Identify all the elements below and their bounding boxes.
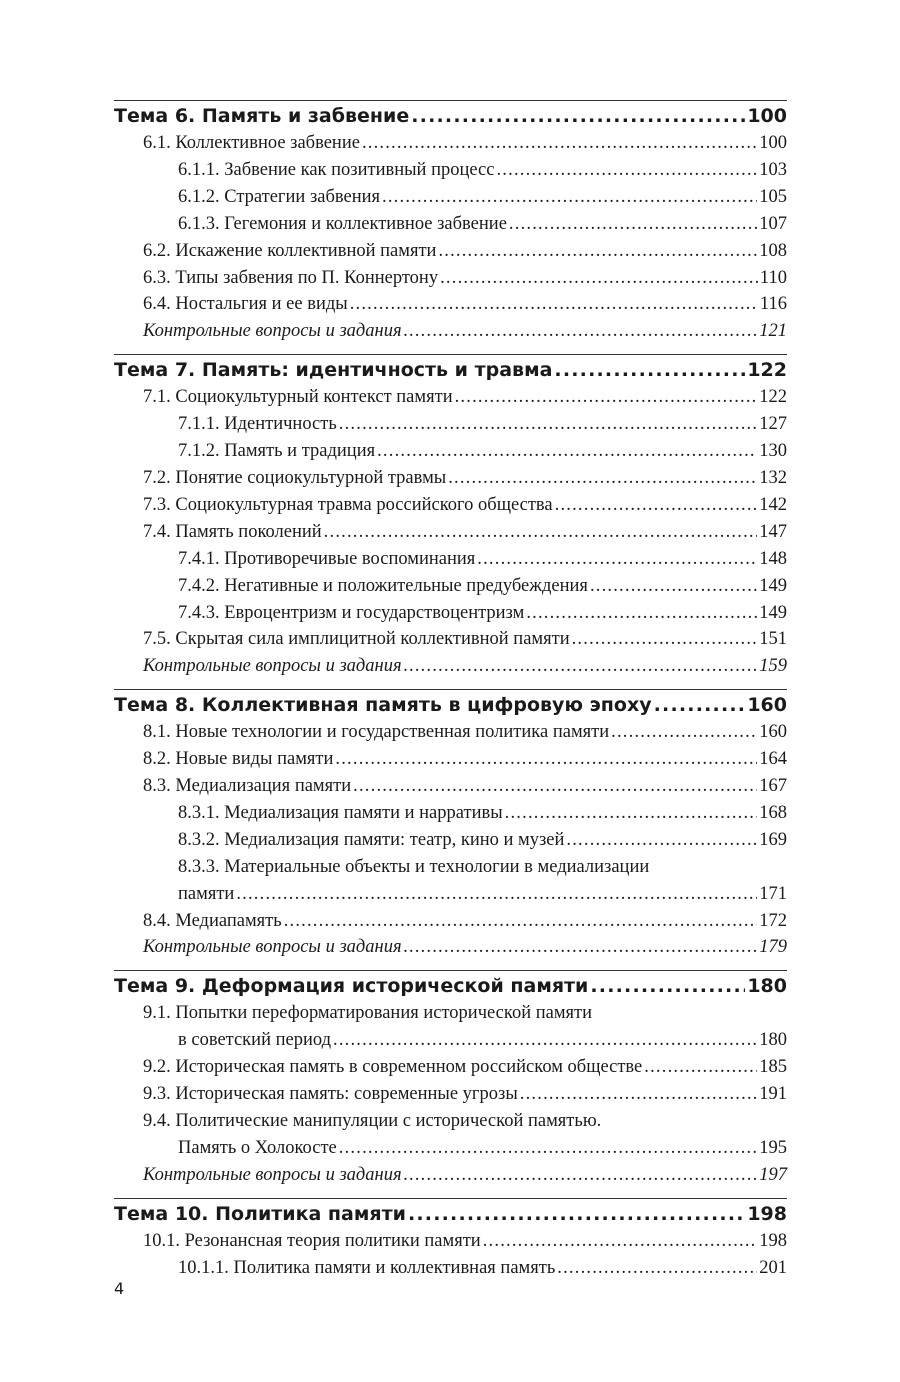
toc-entry-title: 8.4. Медиапамять xyxy=(143,910,282,931)
toc-entry[interactable] xyxy=(114,492,787,519)
toc-entry-title: 7.1.1. Идентичность xyxy=(178,414,337,435)
toc-entry-page: 116 xyxy=(759,294,787,315)
toc-entry-page: 127 xyxy=(759,414,787,435)
toc-entry-title: Тема 10. Политика памяти xyxy=(114,1202,406,1225)
toc-entry-title: 9.3. Историческая память: современные угрозы xyxy=(143,1084,518,1105)
toc-entry-page: 149 xyxy=(759,602,787,623)
toc-entry-page: 148 xyxy=(759,548,787,569)
dot-leader xyxy=(555,492,758,519)
dot-leader xyxy=(350,291,758,318)
toc-entry-page: 132 xyxy=(759,467,787,488)
toc-entry-page: 180 xyxy=(759,1030,787,1051)
toc-entry[interactable] xyxy=(178,881,787,908)
toc-entry-title: 8.3.3. Материальные объекты и технологии в медиализации xyxy=(178,856,650,877)
toc-entry-title: Память о Холокосте xyxy=(178,1137,337,1158)
toc-entry-title: Контрольные вопросы и задания xyxy=(143,1164,402,1185)
dot-leader xyxy=(404,1162,758,1189)
dot-leader xyxy=(335,746,757,773)
toc-entry-page: 107 xyxy=(759,213,787,234)
dot-leader xyxy=(236,881,757,908)
dot-leader xyxy=(408,1201,745,1228)
toc-entry-page: 191 xyxy=(759,1084,787,1105)
toc-entry-title: Тема 7. Память: идентичность и травма xyxy=(114,359,553,382)
toc-entry-title: Контрольные вопросы и задания xyxy=(143,321,402,342)
toc-entry-title: 8.3.1. Медиализация памяти и нарративы xyxy=(178,802,503,823)
dot-leader xyxy=(644,1054,757,1081)
toc-entry-page: 130 xyxy=(759,441,787,462)
toc-entry[interactable] xyxy=(114,438,787,465)
toc-entry-page: 198 xyxy=(747,1202,787,1225)
dot-leader xyxy=(477,546,757,573)
toc-entry-title: 9.4. Политические манипуляции с исторической памятью. xyxy=(143,1111,602,1131)
toc-entry-page: 180 xyxy=(747,975,787,998)
toc-entry[interactable] xyxy=(114,827,787,854)
toc-entry-title: 7.4.2. Негативные и положительные предубеждения xyxy=(178,575,588,596)
toc-entry[interactable] xyxy=(114,519,787,546)
toc-entry-wrapped[interactable] xyxy=(114,854,787,908)
toc-entry-wrapped[interactable] xyxy=(114,1000,787,1054)
dot-leader xyxy=(566,827,757,854)
toc-entry[interactable] xyxy=(114,238,787,265)
dot-leader xyxy=(284,908,758,935)
toc-entry[interactable] xyxy=(114,1054,787,1081)
toc-entry-page: 171 xyxy=(759,883,787,904)
toc-entry-title: Контрольные вопросы и задания xyxy=(143,656,402,677)
toc-entry-page: 201 xyxy=(759,1257,787,1278)
dot-leader xyxy=(572,626,758,653)
dot-leader xyxy=(362,130,757,157)
dot-leader xyxy=(339,1135,757,1162)
toc-entry-page: 100 xyxy=(747,105,787,127)
toc-entry-page: 167 xyxy=(759,776,787,797)
dot-leader xyxy=(448,465,757,492)
toc-entry[interactable] xyxy=(114,626,787,653)
toc-entry-page: 160 xyxy=(759,722,787,743)
toc-entry-title: 7.1. Социокультурный контекст памяти xyxy=(143,387,453,408)
toc-entry-page: 147 xyxy=(759,521,787,542)
toc-entry[interactable] xyxy=(114,211,787,238)
toc-entry-page: 108 xyxy=(759,240,787,261)
toc-entry-page: 122 xyxy=(747,359,787,382)
dot-leader xyxy=(440,265,758,292)
toc-entry[interactable] xyxy=(114,970,787,1000)
table-of-contents xyxy=(114,100,787,1282)
toc-entry[interactable] xyxy=(114,1255,787,1282)
toc-entry[interactable] xyxy=(114,1162,787,1189)
toc-entry-title: 10.1.1. Политика памяти и коллективная память xyxy=(178,1257,556,1278)
dot-leader xyxy=(353,773,757,800)
toc-entry[interactable] xyxy=(114,318,787,345)
dot-leader xyxy=(505,800,758,827)
toc-entry[interactable] xyxy=(114,411,787,438)
toc-entry-title: памяти xyxy=(178,883,235,904)
toc-entry-title: 10.1. Резонансная теория политики памяти xyxy=(143,1230,481,1251)
toc-entry[interactable] xyxy=(143,1027,787,1054)
toc-entry-wrapped[interactable] xyxy=(114,1108,787,1162)
toc-entry[interactable] xyxy=(114,291,787,318)
toc-entry-title: Контрольные вопросы и задания xyxy=(143,937,402,958)
toc-entry[interactable] xyxy=(114,184,787,211)
toc-entry-title: 6.1.3. Гегемония и коллективное забвение xyxy=(178,213,507,234)
toc-entry[interactable] xyxy=(114,773,787,800)
dot-leader xyxy=(590,573,757,600)
dot-leader xyxy=(377,438,757,465)
dot-leader xyxy=(455,384,758,411)
toc-entry-title: 6.1.2. Стратегии забвения xyxy=(178,186,381,207)
toc-entry-page: 179 xyxy=(759,937,787,958)
toc-entry-title: 6.4. Ностальгия и ее виды xyxy=(143,294,348,315)
toc-entry-title: 7.4.3. Евроцентризм и государствоцентризм xyxy=(178,602,525,623)
toc-entry-title: Тема 9. Деформация исторической памяти xyxy=(114,975,589,998)
dot-leader xyxy=(411,103,745,130)
toc-entry-page: 121 xyxy=(759,321,787,342)
toc-entry[interactable] xyxy=(114,384,787,411)
toc-entry-title: 6.1.1. Забвение как позитивный процесс xyxy=(178,159,495,180)
dot-leader xyxy=(611,719,757,746)
dot-leader xyxy=(654,692,746,719)
toc-entry[interactable] xyxy=(114,265,787,292)
toc-entry-title: 8.3.2. Медиализация памяти: театр, кино и музей xyxy=(178,829,565,850)
toc-entry-title: 7.5. Скрытая сила имплицитной коллективной памяти xyxy=(143,629,570,650)
dot-leader xyxy=(483,1228,758,1255)
toc-entry-title: 8.2. Новые виды памяти xyxy=(143,749,334,770)
toc-entry[interactable] xyxy=(114,573,787,600)
page-number: 4 xyxy=(114,1279,125,1298)
dot-leader xyxy=(324,519,758,546)
toc-entry-page: 169 xyxy=(759,829,787,850)
toc-entry-page: 172 xyxy=(759,910,787,931)
dot-leader xyxy=(438,238,757,265)
toc-entry-title: 8.3. Медиализация памяти xyxy=(143,776,352,797)
dot-leader xyxy=(382,184,757,211)
dot-leader xyxy=(339,411,757,438)
toc-entry-title: в советский период xyxy=(178,1030,331,1051)
dot-leader xyxy=(404,318,758,345)
toc-entry-page: 185 xyxy=(759,1057,787,1078)
toc-entry-title: 7.4. Память поколений xyxy=(143,521,322,542)
toc-entry[interactable] xyxy=(114,600,787,627)
toc-entry-page: 110 xyxy=(759,267,787,288)
toc-entry-page: 105 xyxy=(759,186,787,207)
toc-entry-title: 7.2. Понятие социокультурной травмы xyxy=(143,467,447,488)
toc-entry-title: 6.1. Коллективное забвение xyxy=(143,133,360,153)
toc-entry-title: 9.1. Попытки переформатирования исторической памяти xyxy=(143,1003,593,1024)
dot-leader xyxy=(404,934,758,961)
toc-entry-page: 198 xyxy=(759,1230,787,1251)
toc-entry-title: 6.3. Типы забвения по П. Коннертону xyxy=(143,267,439,288)
toc-entry-title: 6.2. Искажение коллективной памяти xyxy=(143,240,437,261)
dot-leader xyxy=(526,600,757,627)
toc-entry-title: 7.1.2. Память и традиция xyxy=(178,441,376,462)
toc-entry[interactable] xyxy=(114,689,787,719)
toc-entry-page: 142 xyxy=(759,494,787,515)
toc-entry[interactable] xyxy=(114,908,787,935)
toc-entry-title: Тема 8. Коллективная память в цифровую эпоху xyxy=(114,694,652,717)
toc-entry[interactable] xyxy=(114,719,787,746)
toc-entry[interactable] xyxy=(114,1198,787,1228)
toc-entry-title: 7.4.1. Противоречивые воспоминания xyxy=(178,548,476,569)
toc-entry-title: 9.2. Историческая память в современном российском обществе xyxy=(143,1057,643,1078)
toc-entry-page: 151 xyxy=(759,629,787,650)
toc-entry-page: 149 xyxy=(759,575,787,596)
toc-entry[interactable] xyxy=(114,465,787,492)
toc-entry[interactable] xyxy=(114,100,787,130)
toc-entry-page: 100 xyxy=(759,133,787,153)
toc-entry-page: 160 xyxy=(747,694,787,717)
dot-leader xyxy=(520,1081,757,1108)
toc-entry[interactable] xyxy=(114,130,787,157)
toc-entry-page: 103 xyxy=(759,159,787,180)
dot-leader xyxy=(557,1255,757,1282)
toc-entry-title: Тема 6. Память и забвение xyxy=(114,105,410,127)
dot-leader xyxy=(496,157,757,184)
toc-entry[interactable] xyxy=(114,653,787,680)
toc-entry[interactable] xyxy=(114,800,787,827)
toc-entry[interactable] xyxy=(114,354,787,384)
toc-entry[interactable] xyxy=(114,746,787,773)
dot-leader xyxy=(404,653,758,680)
toc-entry-page: 168 xyxy=(759,802,787,823)
toc-entry-title: 8.1. Новые технологии и государственная политика памяти xyxy=(143,722,610,743)
toc-entry[interactable] xyxy=(114,1228,787,1255)
toc-entry[interactable] xyxy=(114,1081,787,1108)
toc-entry-page: 164 xyxy=(759,749,787,770)
dot-leader xyxy=(509,211,757,238)
toc-entry-page: 122 xyxy=(759,387,787,408)
toc-entry[interactable] xyxy=(143,1135,787,1162)
toc-entry-page: 159 xyxy=(759,656,787,677)
toc-entry[interactable] xyxy=(114,546,787,573)
dot-leader xyxy=(333,1027,757,1054)
toc-entry-title: 7.3. Социокультурная травма российского общества xyxy=(143,494,553,515)
dot-leader xyxy=(590,973,745,1000)
toc-entry[interactable] xyxy=(114,934,787,961)
toc-entry-page: 195 xyxy=(759,1137,787,1158)
dot-leader xyxy=(554,357,745,384)
toc-entry-page: 197 xyxy=(759,1164,787,1185)
toc-entry[interactable] xyxy=(114,157,787,184)
